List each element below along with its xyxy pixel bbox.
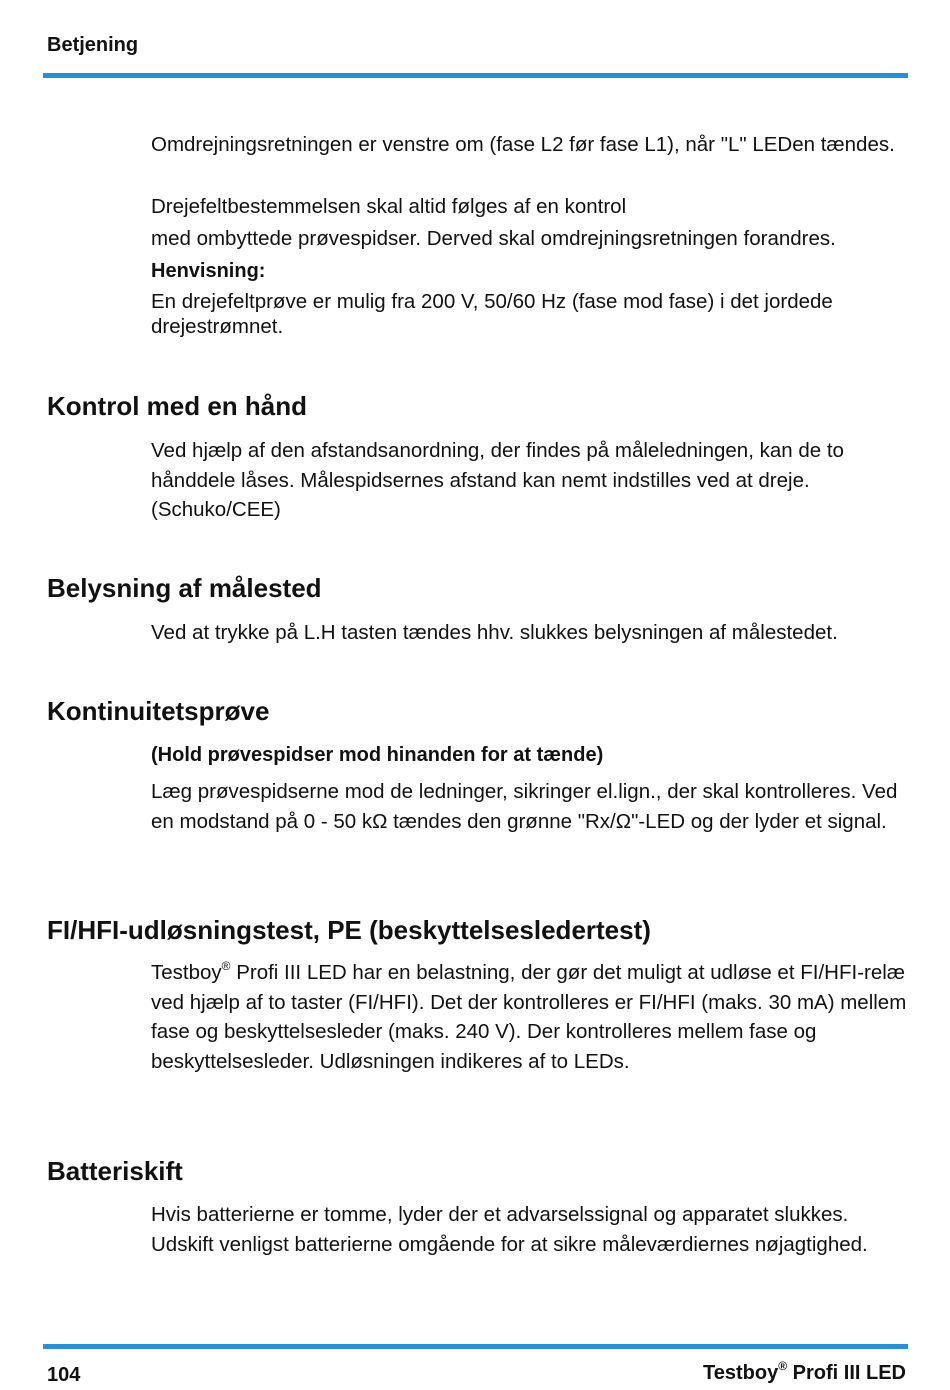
section-text-lighting: Ved at trykke på L.H tasten tændes hhv. slukkes belysningen af målestedet. (151, 621, 838, 644)
intro-paragraph-3: med ombyttede prøvespidser. Derved skal omdrejningsretningen forandres. (151, 227, 836, 250)
page-number: 104 (47, 1364, 81, 1386)
section-heading-lighting: Belysning af målested (47, 573, 322, 603)
footer-product (703, 1359, 906, 1385)
section-subheading-continuity: (Hold prøvespidser mod hinanden for at tænde) (151, 744, 604, 766)
section-heading-one-hand: Kontrol med en hånd (47, 391, 307, 421)
section-heading-continuity: Kontinuitetsprøve (47, 696, 270, 726)
registered-mark: ® (221, 959, 231, 973)
section-text-one-hand: Ved hjælp af den afstandsanordning, der findes på måleledningen, kan de to hånddele låses. Målespidsernes afstand kan nemt indstilles ved at dreje. (Schuko/CEE) (151, 439, 844, 521)
section-text-fi-hfi (151, 958, 911, 1076)
intro-paragraph-1: Omdrejningsretningen er venstre om (fase L2 før fase L1), når "L" LEDen tændes. (151, 133, 895, 156)
note-label: Henvisning: (151, 260, 266, 282)
page-header-title: Betjening (47, 34, 139, 56)
section-text-continuity: Læg prøvespidserne mod de ledninger, sikringer el.lign., der skal kontrolleres. Ved en modstand på 0 - 50 kΩ tændes den grønne "Rx/Ω"-LED og der lyder et signal. (151, 780, 898, 833)
section-heading-battery: Batteriskift (47, 1156, 183, 1186)
note-text: En drejefeltprøve er mulig fra 200 V, 50/60 Hz (fase mod fase) i det jordede drejestrømnet. (151, 290, 833, 338)
footer-product-name: Profi III LED (787, 1362, 906, 1384)
fi-hfi-body: Profi III LED har en belastning, der gør det muligt at udløse et FI/HFI-relæ ved hjælp af to taster (FI/HFI). Det der kontrolleres er FI/HFI (maks. 30 mA) mellem fase og beskyttelsesleder (maks. 240 V). Der kontrolleres mellem fase og beskyttelsesleder. Udløsningen indikeres af to LEDs. (151, 961, 907, 1073)
footer-brand: Testboy (703, 1362, 779, 1384)
footer-rule (43, 1344, 908, 1349)
intro-paragraph-2: Drejefeltbestemmelsen skal altid følges af en kontrol (151, 195, 627, 218)
header-rule (43, 73, 908, 78)
section-heading-fi-hfi: FI/HFI-udløsningstest, PE (beskyttelsesledertest) (47, 915, 651, 945)
brand-name: Testboy (151, 961, 222, 984)
section-text-battery: Hvis batterierne er tomme, lyder der et advarselssignal og apparatet slukkes. Udskift venligst batterierne omgående for at sikre måleværdiernes nøjagtighed. (151, 1203, 868, 1256)
footer-registered-mark: ® (778, 1359, 788, 1373)
